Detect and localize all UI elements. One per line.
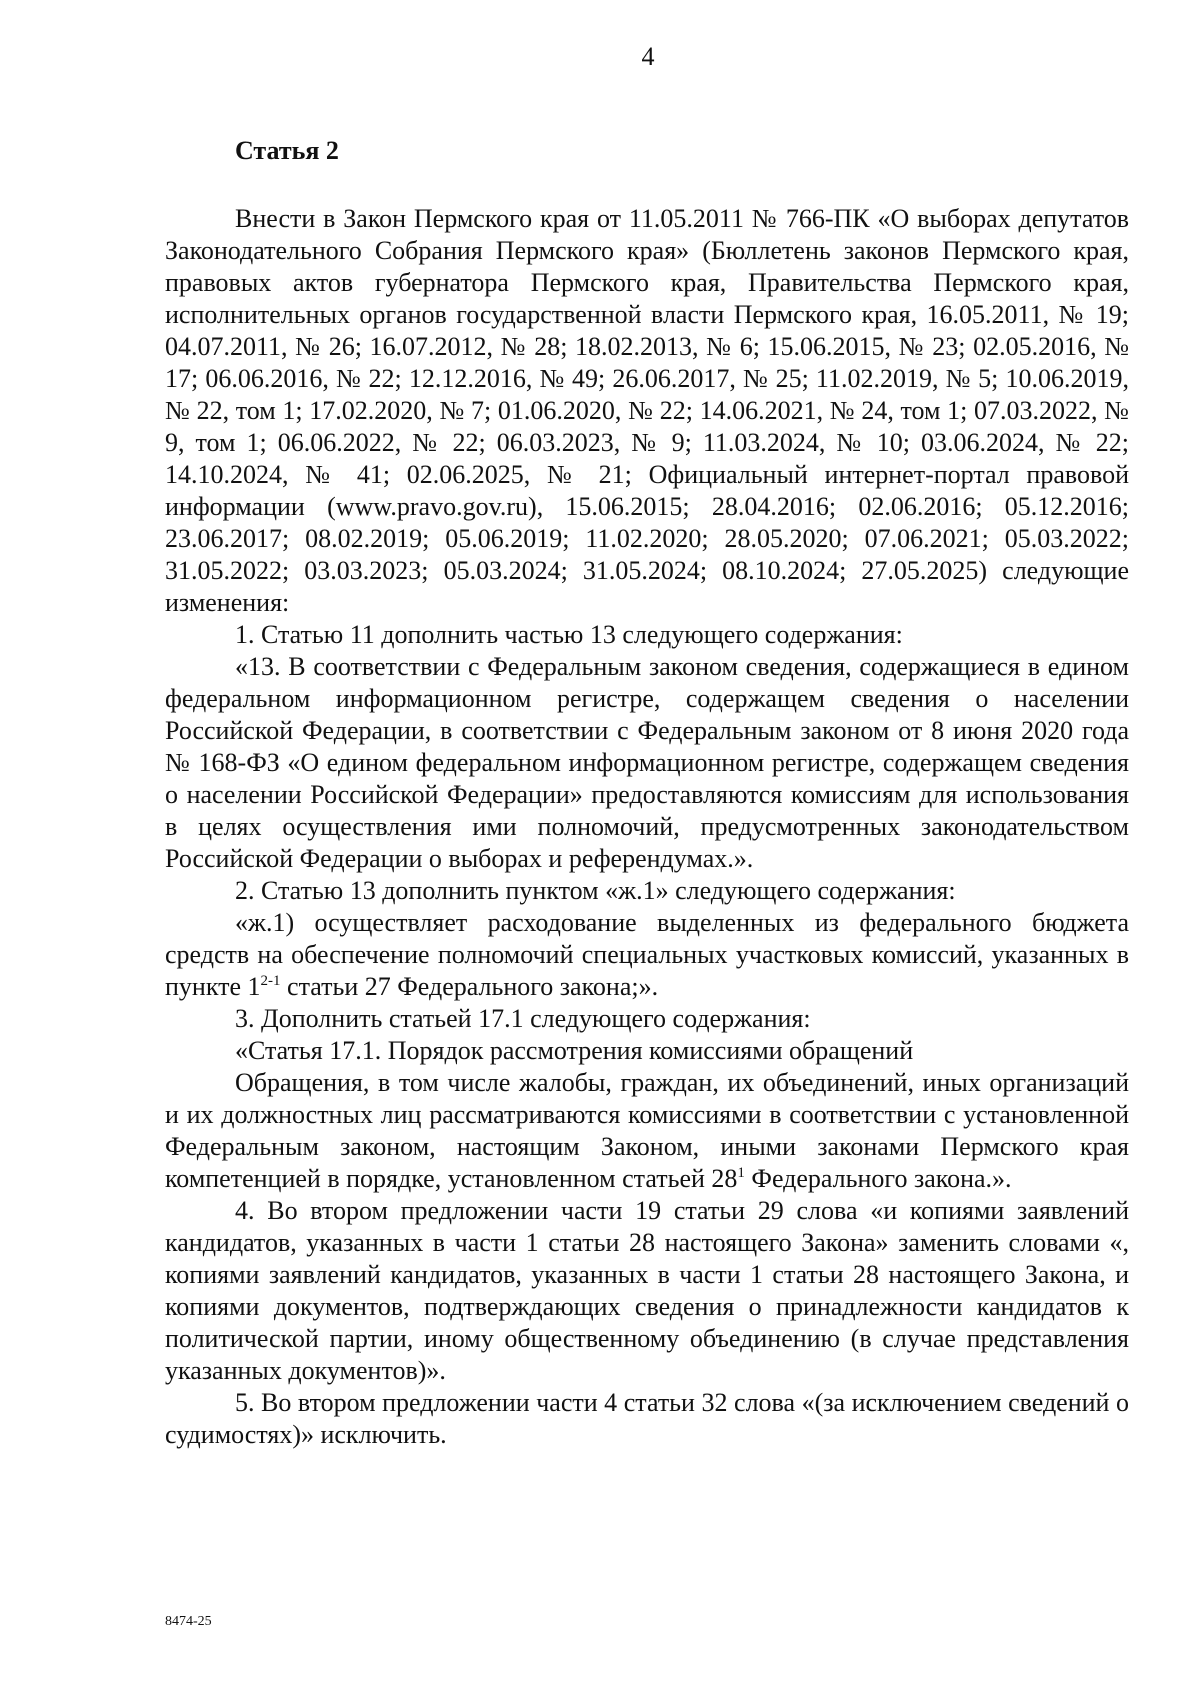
page-number: 4 bbox=[641, 42, 655, 71]
article-title: Статья 2 bbox=[235, 136, 339, 165]
paragraph-item-3: 3. Дополнить статьей 17.1 следующего содержания: bbox=[235, 1004, 811, 1033]
paragraph-item-1-quote: «13. В соответствии с Федеральным законом сведения, содержащиеся в едином федеральном информационном регистре, содержащем сведения о населении Российской Федерации, в соответствии с Федеральным законом от 8 июня 2020 года № 168-ФЗ «О едином федеральном информационном регистре, содержащем сведения о населении Российской Федерации» предоставляются комиссиям для использования в целях осуществления ими полномочий, предусмотренных законодательством Российской Федерации о выборах и референдумах.». bbox=[165, 652, 1129, 873]
item-3-body-superscript: 1 bbox=[737, 1165, 745, 1181]
paragraph-item-2-quote bbox=[165, 907, 1129, 1003]
document-code: 8474-25 bbox=[165, 1614, 212, 1629]
paragraph-item-4: 4. Во втором предложении части 19 статьи 29 слова «и копиями заявлений кандидатов, указанных в части 1 статьи 28 настоящего Закона» заменить словами «, копиями заявлений кандидатов, указанных в части 1 статьи 28 настоящего Закона, и копиями документов, подтверждающих сведения о принадлежности кандидатов к политической партии, иному общественному объединению (в случае представления указанных документов)». bbox=[165, 1196, 1129, 1385]
paragraph-item-1: 1. Статью 11 дополнить частью 13 следующего содержания: bbox=[235, 620, 903, 649]
item-2-quote-tail: статьи 27 Федерального закона;». bbox=[280, 972, 659, 1001]
item-3-body-text: Обращения, в том числе жалобы, граждан, их объединений, иных организаций и их должностных лиц рассматриваются комиссиями в соответствии с установленной Федеральным законом, настоящим Законом, иными законами Пермского края компетенцией в порядке, установленном статьей 28 bbox=[165, 1068, 1129, 1193]
paragraph-item-2: 2. Статью 13 дополнить пунктом «ж.1» следующего содержания: bbox=[235, 876, 956, 905]
item-2-quote-superscript: 2-1 bbox=[260, 973, 281, 989]
item-2-quote-text: «ж.1) осуществляет расходование выделенных из федерального бюджета средств на обеспечение полномочий специальных участковых комиссий, указанных в пункте 1 bbox=[165, 908, 1129, 1001]
paragraph-item-3-heading: «Статья 17.1. Порядок рассмотрения комиссиями обращений bbox=[235, 1036, 914, 1065]
paragraph-item-3-body bbox=[165, 1067, 1129, 1195]
paragraph-intro: Внести в Закон Пермского края от 11.05.2011 № 766-ПК «О выборах депутатов Законодательного Собрания Пермского края» (Бюллетень законов Пермского края, правовых актов губернатора Пермского края, Правительства Пермского края, исполнительных органов государственной власти Пермского края, 16.05.2011, № 19; 04.07.2011, № 26; 16.07.2012, № 28; 18.02.2013, № 6; 15.06.2015, № 23; 02.05.2016, № 17; 06.06.2016, № 22; 12.12.2016, № 49; 26.06.2017, № 25; 11.02.2019, № 5; 10.06.2019, № 22, том 1; 17.02.2020, № 7; 01.06.2020, № 22; 14.06.2021, № 24, том 1; 07.03.2022, № 9, том 1; 06.06.2022, № 22; 06.03.2023, № 9; 11.03.2024, № 10; 03.06.2024, № 22; 14.10.2024, № 41; 02.06.2025, № 21; Официальный интернет-портал правовой информации (www.pravo.gov.ru), 15.06.2015; 28.04.2016; 02.06.2016; 05.12.2016; 23.06.2017; 08.02.2019; 05.06.2019; 11.02.2020; 28.05.2020; 07.06.2021; 05.03.2022; 31.05.2022; 03.03.2023; 05.03.2024; 31.05.2024; 08.10.2024; 27.05.2025) следующие изменения: bbox=[165, 204, 1129, 617]
item-3-body-tail: Федерального закона.». bbox=[744, 1164, 1012, 1193]
document-body bbox=[165, 135, 1129, 1451]
paragraph-item-5: 5. Во втором предложении части 4 статьи 32 слова «(за исключением сведений о судимостях)» исключить. bbox=[165, 1388, 1129, 1449]
